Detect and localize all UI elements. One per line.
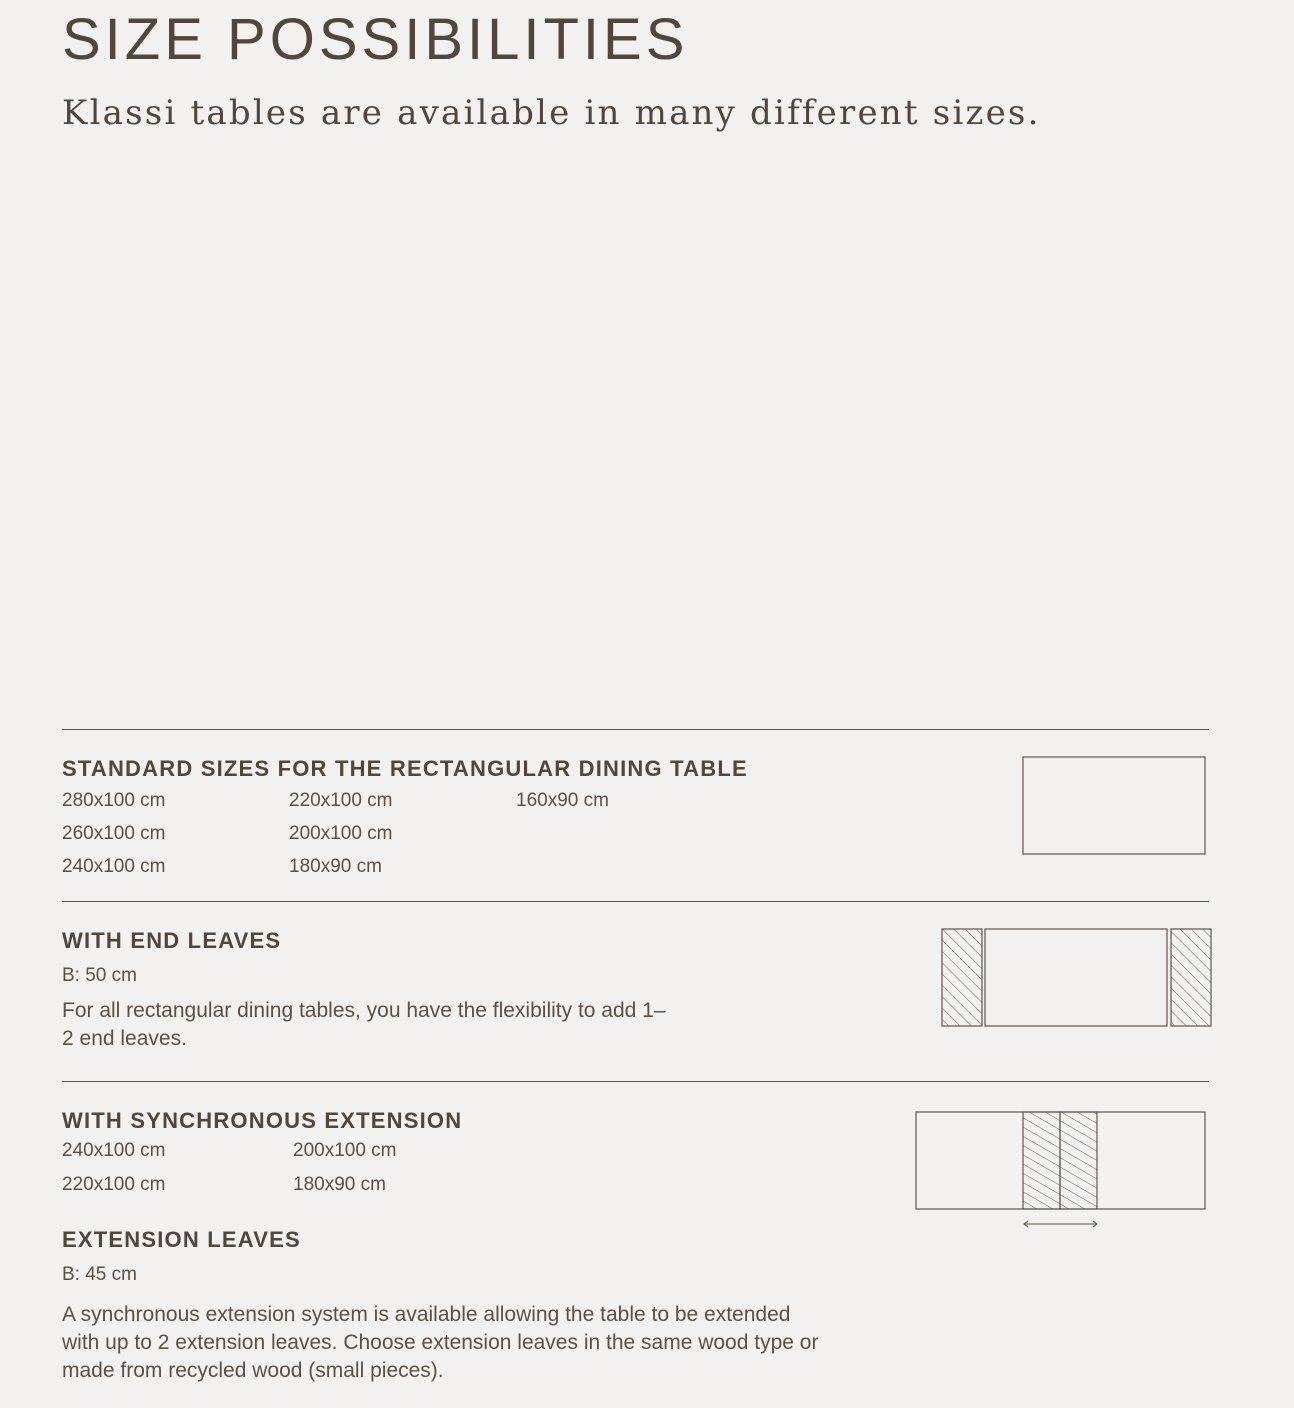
double-arrow-icon xyxy=(1024,1221,1097,1227)
rectangular-table-diagram-icon xyxy=(1020,755,1208,857)
size-item: 220x100 cm xyxy=(62,1174,166,1195)
table-with-synchronous-extension-diagram-icon xyxy=(913,1110,1209,1234)
end-leaves-heading: WITH END LEAVES xyxy=(62,928,282,953)
extension-leaves-width-label: B: 45 cm xyxy=(62,1264,137,1285)
size-item: 200x100 cm xyxy=(293,1140,397,1161)
page-subtitle: Klassi tables are available in many different sizes. xyxy=(62,93,1041,133)
page-title: SIZE POSSIBILITIES xyxy=(62,7,689,72)
product-image-area xyxy=(62,150,1209,710)
end-leaves-width-label: B: 50 cm xyxy=(62,965,137,986)
section-divider xyxy=(62,729,1209,730)
size-item: 240x100 cm xyxy=(62,856,166,877)
size-item: 200x100 cm xyxy=(289,823,393,844)
size-item: 240x100 cm xyxy=(62,1140,166,1161)
size-item: 280x100 cm xyxy=(62,790,166,811)
table-with-end-leaves-diagram-icon xyxy=(940,927,1214,1029)
extension-leaves-heading: EXTENSION LEAVES xyxy=(62,1227,301,1252)
section-divider xyxy=(62,1081,1209,1082)
synchronous-extension-heading: WITH SYNCHRONOUS EXTENSION xyxy=(62,1108,463,1133)
section-divider xyxy=(62,901,1209,902)
size-item: 180x90 cm xyxy=(289,856,382,877)
size-item: 160x90 cm xyxy=(516,790,609,811)
standard-sizes-heading: STANDARD SIZES FOR THE RECTANGULAR DINING TABLE xyxy=(62,756,748,781)
size-item: 220x100 cm xyxy=(289,790,393,811)
extension-leaves-description: A synchronous extension system is available allowing the table to be extended with up to 2 extension leaves. Choose extension leaves in the same wood type or made from recycled wood (small pieces). xyxy=(62,1303,819,1382)
size-item: 260x100 cm xyxy=(62,823,166,844)
end-leaves-description: For all rectangular dining tables, you have the flexibility to add 1–2 end leaves. xyxy=(62,999,666,1050)
size-item: 180x90 cm xyxy=(293,1174,386,1195)
